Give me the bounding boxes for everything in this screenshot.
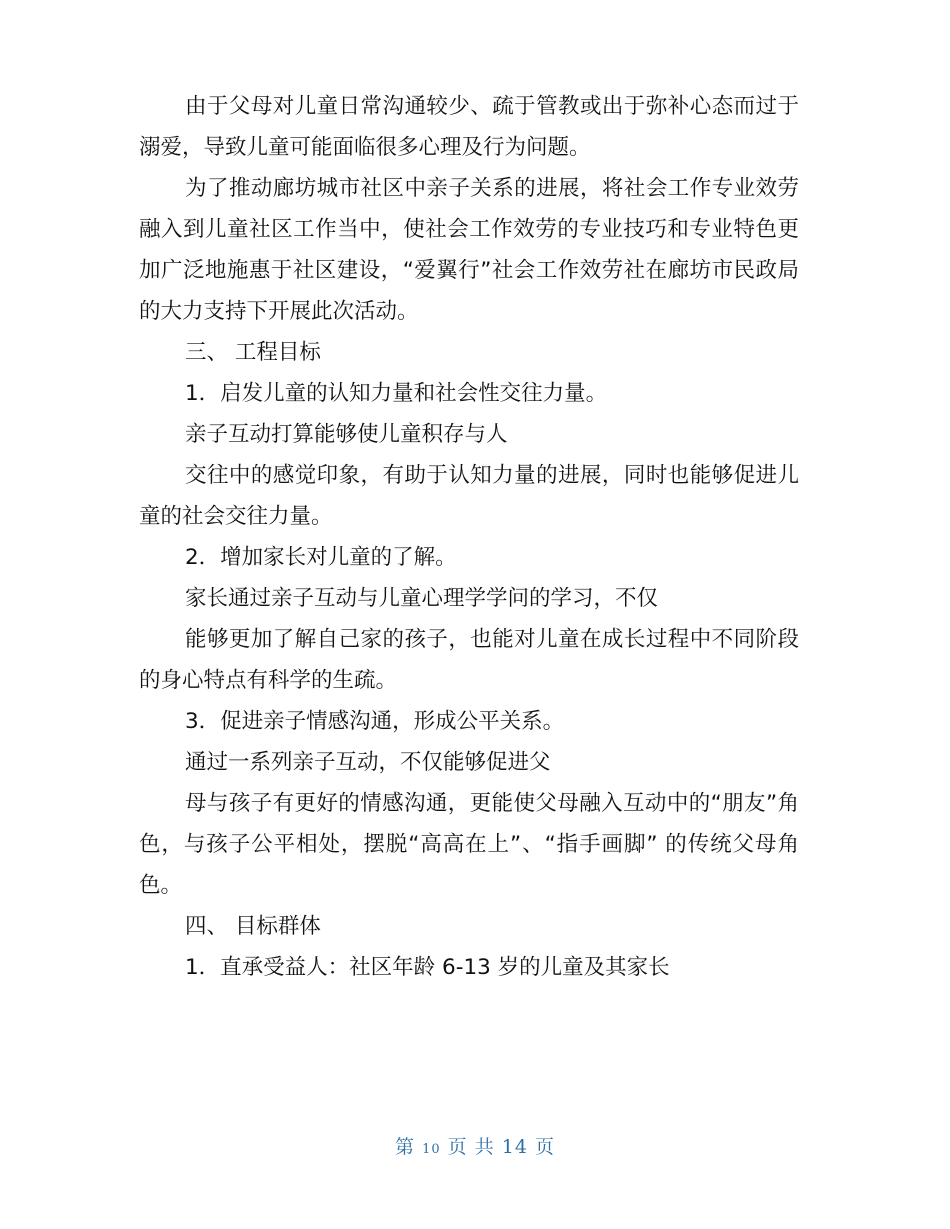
footer-middle: 页 共 — [447, 1136, 495, 1158]
footer-suffix: 页 — [534, 1136, 555, 1158]
body-paragraph: 交往中的感觉印象，有助于认知力量的进展，同时也能够促进儿童的社会交往力量。 — [139, 463, 799, 529]
body-line: 2．增加家长对儿童的了解。 — [185, 545, 457, 570]
body-line: 三、 工程目标 — [185, 340, 321, 365]
body-line: 1．直承受益人：社区年龄 6-13 岁的儿童及其家长 — [185, 955, 670, 980]
body-line: 1．启发儿童的认知力量和社会性交往力量。 — [185, 381, 608, 406]
body-paragraph: 母与孩子有更好的情感沟通，更能使父母融入互动中的“朋友”角色，与孩子公平相处，摆脱“高高在上”、“指手画脚” 的传统父母角色。 — [139, 791, 799, 898]
body-paragraph: 由于父母对儿童日常沟通较少、疏于管教或出于弥补心态而过于溺爱，导致儿童可能面临很多心理及行为问题。 — [139, 94, 799, 160]
body-paragraph: 能够更加了解自己家的孩子，也能对儿童在成长过程中不同阶段的身心特点有科学的生疏。 — [139, 627, 799, 693]
body-line: 亲子互动打算能够使儿童积存与人 — [185, 422, 508, 447]
current-page-number: 10 — [422, 1142, 441, 1157]
footer-prefix: 第 — [395, 1136, 416, 1158]
body-line: 家长通过亲子互动与儿童心理学学问的学习，不仅 — [185, 586, 659, 611]
body-paragraph: 为了推动廊坊城市社区中亲子关系的进展，将社会工作专业效劳融入到儿童社区工作当中，使社会工作效劳的专业技巧和专业特色更加广泛地施惠于社区建设，“爱翼行”社会工作效劳社在廊坊市民政局的大力支持下开展此次活动。 — [139, 176, 799, 324]
body-line: 3．促进亲子情感沟通，形成公平关系。 — [185, 709, 565, 734]
page-footer — [0, 1132, 950, 1159]
body-line: 四、 目标群体 — [185, 914, 321, 939]
document-body — [139, 86, 799, 988]
total-page-number: 14 — [501, 1136, 528, 1158]
body-line: 通过一系列亲子互动，不仅能够促进父 — [185, 750, 551, 775]
